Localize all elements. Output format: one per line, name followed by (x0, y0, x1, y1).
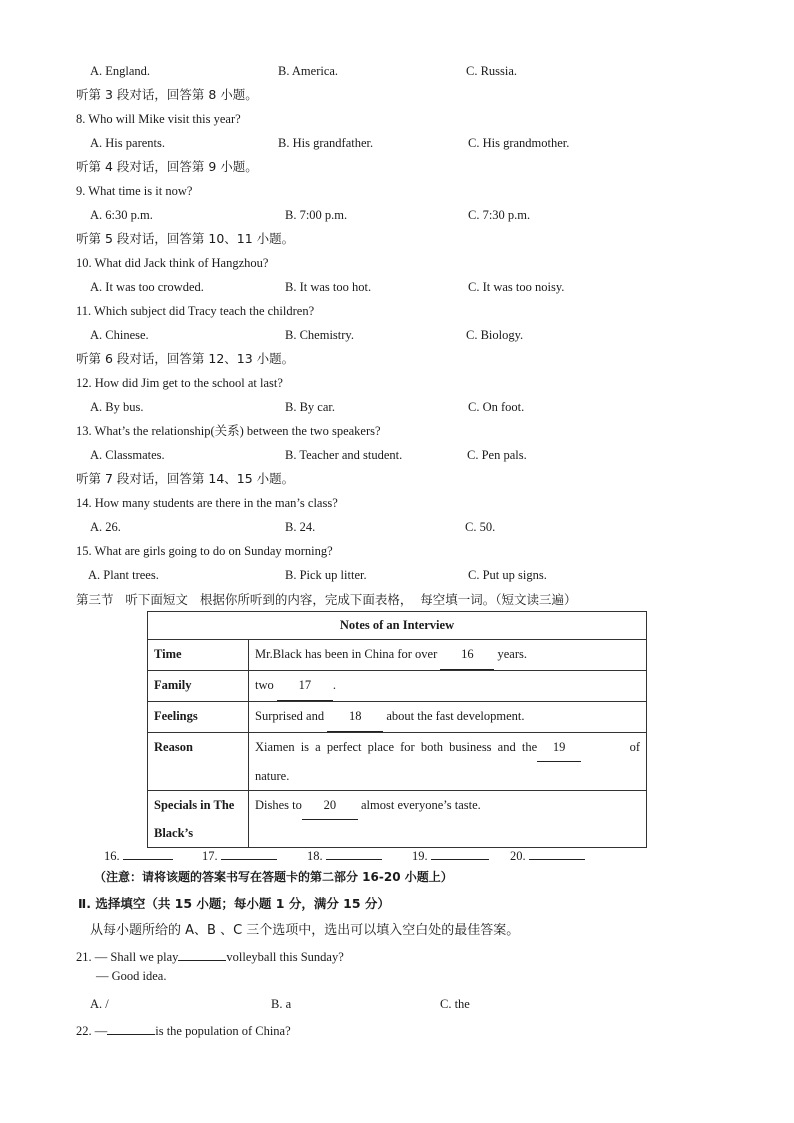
answer-slot-20: 20. (510, 848, 585, 864)
answer-slot-17: 17. (202, 848, 277, 864)
table-row (148, 640, 647, 671)
row-label: Reason (148, 733, 249, 791)
q11-option-c: C. Biology. (466, 328, 524, 342)
answer-blank-19[interactable]: 19 (537, 733, 581, 762)
q8-option-c: C. His grandmother. (468, 136, 570, 150)
row-content: Dishes to 20 almost everyone’s taste. (249, 791, 647, 848)
q15-option-c: C. Put up signs. (468, 568, 547, 582)
answer-blank-17[interactable]: 17 (277, 671, 333, 701)
q11-option-a: A. Chinese. (90, 328, 149, 342)
q21-reply: — Good idea. (96, 969, 167, 983)
row-label: Specials in The Black’s (148, 791, 249, 848)
q7-option-c: C. Russia. (466, 64, 518, 78)
q7-option-a: A. England. (90, 64, 151, 78)
q8-option-a: A. His parents. (90, 136, 165, 150)
q10-option-a: A. It was too crowded. (90, 280, 204, 294)
answer-line[interactable] (431, 859, 489, 860)
row-label: Family (148, 671, 249, 702)
row-label: Feelings (148, 702, 249, 733)
q22-blank[interactable] (107, 1034, 155, 1035)
q11-stem: 11. Which subject did Tracy teach the children? (76, 304, 315, 318)
q9-option-a: A. 6:30 p.m. (90, 208, 153, 222)
section-3-intro: 听第 3 段对话，回答第 8 小题。 (76, 87, 258, 102)
part-2-heading: Ⅱ. 选择填空（共 15 小题；每小题 1 分，满分 15 分） (78, 896, 390, 911)
row-content: Xiamen is a perfect place for both business and the 19 of nature. (249, 733, 647, 791)
answer-slot-18: 18. (307, 848, 382, 864)
q21-option-a: A. / (90, 997, 109, 1011)
q14-option-c: C. 50. (465, 520, 496, 534)
answer-blank-20[interactable]: 20 (302, 791, 358, 820)
answer-line[interactable] (529, 859, 585, 860)
row-content: Surprised and 18 about the fast development. (249, 702, 647, 733)
part-2-instruction: 从每小题所给的 A、B 、C 三个选项中，选出可以填入空白处的最佳答案。 (90, 923, 520, 938)
q12-option-c: C. On foot. (468, 400, 525, 414)
q12-option-b: B. By car. (285, 400, 335, 414)
q13-option-b: B. Teacher and student. (285, 448, 403, 462)
section-4-intro: 听第 4 段对话，回答第 9 小题。 (76, 159, 258, 174)
table-row (148, 791, 647, 848)
answer-slot-19: 19. (412, 848, 489, 864)
row-label: Time (148, 640, 249, 671)
q9-stem: 9. What time is it now? (76, 184, 193, 198)
row-content: two 17 . (249, 671, 647, 702)
q9-option-c: C. 7:30 p.m. (468, 208, 531, 222)
table-row (148, 733, 647, 791)
q14-option-a: A. 26. (90, 520, 121, 534)
answer-line[interactable] (123, 859, 173, 860)
q13-stem: 13. What’s the relationship(关系) between the two speakers? (76, 424, 381, 438)
section-7-intro: 听第 7 段对话，回答第 14、15 小题。 (76, 471, 295, 486)
table-row (148, 702, 647, 733)
q21-option-c: C. the (440, 997, 470, 1011)
row-content: Mr.Black has been in China for over 16 years. (249, 640, 647, 671)
q21-option-b: B. a (271, 997, 292, 1011)
q10-stem: 10. What did Jack think of Hangzhou? (76, 256, 269, 270)
q22-stem: 22. — is the population of China? (76, 1024, 291, 1038)
q12-stem: 12. How did Jim get to the school at last? (76, 376, 283, 390)
q15-stem: 15. What are girls going to do on Sunday morning? (76, 544, 333, 558)
q7-option-b: B. America. (278, 64, 339, 78)
table-title: Notes of an Interview (148, 612, 647, 640)
q11-option-b: B. Chemistry. (285, 328, 354, 342)
q12-option-a: A. By bus. (90, 400, 144, 414)
q14-option-b: B. 24. (285, 520, 316, 534)
q21-stem: 21. — Shall we play volleyball this Sunday? (76, 950, 344, 964)
answer-line[interactable] (326, 859, 382, 860)
answer-line[interactable] (221, 859, 277, 860)
section-6-intro: 听第 6 段对话，回答第 12、13 小题。 (76, 351, 295, 366)
q14-stem: 14. How many students are there in the man’s class? (76, 496, 338, 510)
answer-note: （注意：请将该题的答案书写在答题卡的第二部分 16-20 小题上） (94, 870, 453, 884)
table-row (148, 671, 647, 702)
answer-blank-16[interactable]: 16 (440, 640, 494, 670)
answer-blank-18[interactable]: 18 (327, 702, 383, 732)
q13-option-c: C. Pen pals. (467, 448, 527, 462)
part-3-heading: 第三节 听下面短文 根据你所听到的内容，完成下面表格， 每空填一词。（短文读三遍） (76, 592, 577, 607)
q13-option-a: A. Classmates. (90, 448, 165, 462)
q15-option-b: B. Pick up litter. (285, 568, 367, 582)
q15-option-a: A. Plant trees. (88, 568, 159, 582)
section-5-intro: 听第 5 段对话，回答第 10、11 小题。 (76, 231, 295, 246)
notes-table (147, 611, 647, 848)
q8-option-b: B. His grandfather. (278, 136, 374, 150)
q10-option-b: B. It was too hot. (285, 280, 372, 294)
q21-blank[interactable] (178, 960, 226, 961)
answer-slot-16: 16. (104, 848, 173, 864)
q9-option-b: B. 7:00 p.m. (285, 208, 348, 222)
q8-stem: 8. Who will Mike visit this year? (76, 112, 241, 126)
q10-option-c: C. It was too noisy. (468, 280, 565, 294)
